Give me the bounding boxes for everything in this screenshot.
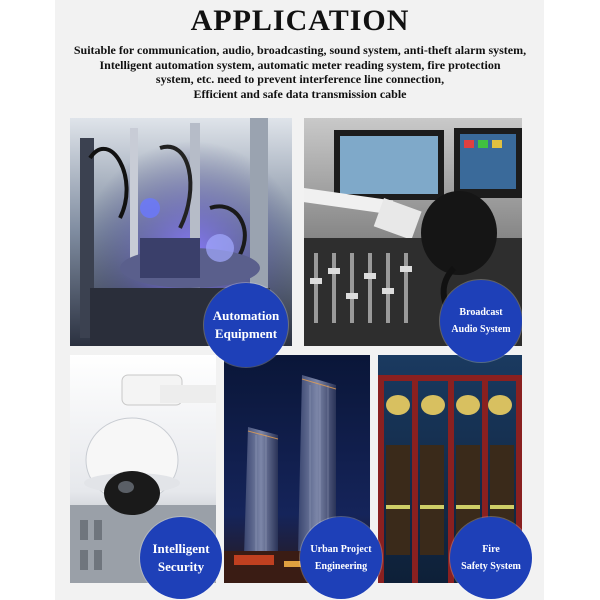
badge-label: Urban Project xyxy=(310,544,372,555)
badge-label: Automation xyxy=(212,308,280,324)
badge-label: Security xyxy=(157,559,205,574)
badge-label: Fire xyxy=(482,544,500,555)
badge-label: Audio System xyxy=(451,324,511,335)
page-title: APPLICATION xyxy=(190,4,410,37)
description-line: Intelligent automation system, automatic meter reading system, fire protection xyxy=(99,57,501,72)
description-line: Efficient and safe data transmission cable xyxy=(193,86,407,101)
badge-broadcast-audio xyxy=(440,280,522,362)
badge-label: Equipment xyxy=(214,326,278,341)
description-line: system, etc. need to prevent interference line connection, xyxy=(155,72,445,86)
badge-label: Safety System xyxy=(461,561,521,572)
badge-label: Broadcast xyxy=(459,307,503,318)
badge-urban-project xyxy=(300,517,382,599)
description xyxy=(50,43,550,101)
badge-automation-equipment xyxy=(204,283,288,367)
badge-label: Intelligent xyxy=(152,541,210,557)
badge-fire-safety xyxy=(450,517,532,599)
badge-intelligent-security xyxy=(140,517,222,599)
badge-label: Engineering xyxy=(314,561,368,572)
description-line: Suitable for communication, audio, broadcasting, sound system, anti-theft alarm system, xyxy=(73,43,527,57)
